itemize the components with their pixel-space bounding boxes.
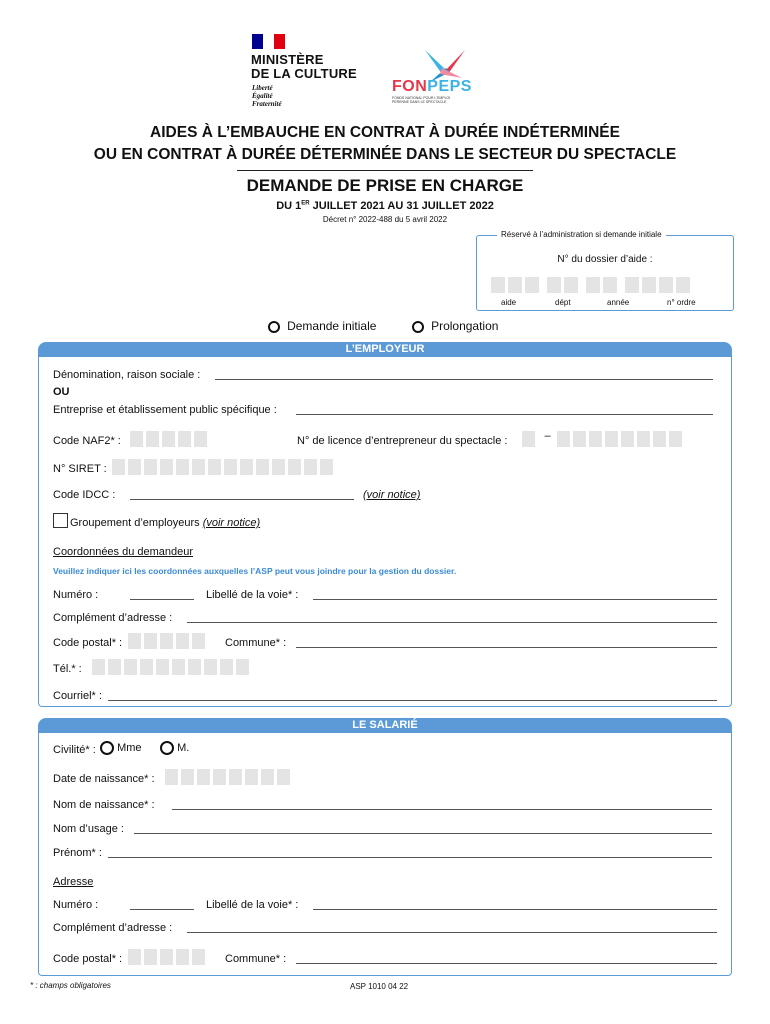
employee-commune-label: Commune* : xyxy=(225,953,287,965)
adresse-title: Adresse xyxy=(53,876,94,888)
prenom-label: Prénom* : xyxy=(53,847,102,859)
employee-complement-label: Complément d’adresse : xyxy=(53,922,173,934)
naf-digit[interactable] xyxy=(178,431,191,447)
col-annee: année xyxy=(607,298,630,307)
date-digit[interactable] xyxy=(165,769,178,785)
col-ordre: n° ordre xyxy=(667,298,696,307)
title-line2: OU EN CONTRAT À DURÉE DÉTERMINÉE DANS LE SECTEUR DU SPECTACLE xyxy=(93,146,677,163)
employer-tel-boxes xyxy=(92,658,252,676)
civilite-m-option[interactable] xyxy=(160,741,189,755)
dossier-label: N° du dossier d’aide : xyxy=(557,254,653,265)
dossier-digit[interactable] xyxy=(659,277,673,293)
motto-egalite: Égalité xyxy=(252,92,273,100)
licence-digit[interactable] xyxy=(653,431,666,447)
dossier-digit[interactable] xyxy=(564,277,578,293)
cp-digit[interactable] xyxy=(128,633,141,649)
tel-digit[interactable] xyxy=(92,659,105,675)
coord-note: Veuillez indiquer ici les coordonnées auxquelles l’ASP peut vous joindre pour la gestion du dossier. xyxy=(53,566,457,576)
employer-courriel-field[interactable] xyxy=(108,700,717,701)
siret-digit[interactable] xyxy=(224,459,237,475)
dossier-digit[interactable] xyxy=(625,277,639,293)
col-aide: aide xyxy=(501,298,517,307)
tel-digit[interactable] xyxy=(124,659,137,675)
period-post: JUILLET 2021 AU 31 JUILLET 2022 xyxy=(309,200,494,212)
date-digit[interactable] xyxy=(197,769,210,785)
cp-digit[interactable] xyxy=(192,949,205,965)
siret-digit[interactable] xyxy=(288,459,301,475)
republic-motto xyxy=(252,84,282,108)
entreprise-field[interactable] xyxy=(296,414,713,415)
admin-legend: Réservé à l’administration si demande initiale xyxy=(497,230,666,239)
employer-commune-label: Commune* : xyxy=(225,637,287,649)
employer-tel-label: Tél.* : xyxy=(53,663,82,675)
naf-digit[interactable] xyxy=(162,431,175,447)
licence-digit[interactable] xyxy=(637,431,650,447)
motto-liberte: Liberté xyxy=(252,84,273,92)
siret-digit[interactable] xyxy=(128,459,141,475)
cp-digit[interactable] xyxy=(160,949,173,965)
siret-digit[interactable] xyxy=(192,459,205,475)
dossier-digit[interactable] xyxy=(491,277,505,293)
decree-reference: Décret n° 2022-488 du 5 avril 2022 xyxy=(322,215,448,224)
naf-digit[interactable] xyxy=(146,431,159,447)
date-digit[interactable] xyxy=(277,769,290,785)
employer-libelle-field[interactable] xyxy=(313,599,717,600)
request-prolongation-option[interactable] xyxy=(412,319,498,333)
employer-cp-label: Code postal* : xyxy=(53,637,123,649)
fonpeps-logo xyxy=(392,48,482,104)
licence-digit[interactable] xyxy=(522,431,535,447)
tel-digit[interactable] xyxy=(236,659,249,675)
radio-mme[interactable] xyxy=(100,741,114,755)
fonpeps-sub2: PERENNE DANS LE SPECTACLE xyxy=(392,100,447,104)
civilite-mme-option[interactable] xyxy=(100,741,142,755)
siret-digit[interactable] xyxy=(112,459,125,475)
dossier-digit[interactable] xyxy=(586,277,600,293)
siret-digit[interactable] xyxy=(320,459,333,475)
cp-digit[interactable] xyxy=(192,633,205,649)
employee-numero-field[interactable] xyxy=(130,909,194,910)
admin-reserved-box xyxy=(476,230,734,311)
naissance-label: Date de naissance* : xyxy=(53,773,155,785)
marianne-flag-logo xyxy=(252,34,285,52)
siret-digit[interactable] xyxy=(160,459,173,475)
date-digit[interactable] xyxy=(261,769,274,785)
naf-digit[interactable] xyxy=(130,431,143,447)
idcc-notice-link[interactable]: (voir notice) xyxy=(363,489,421,501)
employer-numero-label: Numéro : xyxy=(53,589,99,601)
groupement-checkbox[interactable] xyxy=(53,513,68,528)
licence-digit[interactable] xyxy=(605,431,618,447)
period-sup: ER xyxy=(301,200,310,207)
licence-dash: – xyxy=(544,430,551,442)
m-label: M. xyxy=(177,741,190,754)
ministry-line2: DE LA CULTURE xyxy=(251,66,357,81)
dossier-digit[interactable] xyxy=(508,277,522,293)
groupement-notice-link[interactable]: (voir notice) xyxy=(202,517,261,529)
date-digit[interactable] xyxy=(213,769,226,785)
employee-libelle-label: Libellé de la voie* : xyxy=(206,899,299,911)
fonpeps-sub1: FONDS NATIONAL POUR L'EMPLOI xyxy=(392,96,451,100)
siret-digit[interactable] xyxy=(304,459,317,475)
siret-digit[interactable] xyxy=(256,459,269,475)
siret-digit[interactable] xyxy=(144,459,157,475)
date-digit[interactable] xyxy=(245,769,258,785)
nom-naissance-field[interactable] xyxy=(172,809,712,810)
cp-digit[interactable] xyxy=(176,633,189,649)
cp-digit[interactable] xyxy=(176,949,189,965)
mandatory-note: * : champs obligatoires xyxy=(30,981,111,990)
employee-complement-field[interactable] xyxy=(187,932,717,933)
naf-label: Code NAF2* : xyxy=(53,435,121,447)
form-reference: ASP 1010 04 22 xyxy=(350,982,409,991)
request-prolongation-label: Prolongation xyxy=(431,319,499,333)
nom-naissance-label: Nom de naissance* : xyxy=(53,799,155,811)
siret-digit[interactable] xyxy=(272,459,285,475)
licence-boxes xyxy=(522,430,685,448)
idcc-field[interactable] xyxy=(130,499,354,500)
employer-complement-field[interactable] xyxy=(187,622,717,623)
siret-label: N° SIRET : xyxy=(53,463,107,475)
employer-numero-field[interactable] xyxy=(130,599,194,600)
dossier-digit[interactable] xyxy=(525,277,539,293)
cp-digit[interactable] xyxy=(128,949,141,965)
employee-section-box xyxy=(38,733,732,976)
fonpeps-subtitle xyxy=(392,96,450,104)
dossier-digit[interactable] xyxy=(603,277,617,293)
employer-cp-boxes xyxy=(128,632,208,650)
date-digit[interactable] xyxy=(229,769,242,785)
employee-section-header: LE SALARIÉ xyxy=(38,718,732,733)
naf-boxes xyxy=(130,430,210,448)
cp-digit[interactable] xyxy=(144,949,157,965)
request-initial-label: Demande initiale xyxy=(287,319,377,333)
fonpeps-fon: FON xyxy=(392,78,428,95)
tel-digit[interactable] xyxy=(188,659,201,675)
ministry-name xyxy=(251,53,357,81)
tel-digit[interactable] xyxy=(220,659,233,675)
denomination-field[interactable] xyxy=(215,379,713,380)
employee-libelle-field[interactable] xyxy=(313,909,717,910)
title-divider xyxy=(237,170,533,171)
naissance-boxes xyxy=(165,768,293,786)
civilite-label: Civilité* : xyxy=(53,744,96,756)
dossier-digit[interactable] xyxy=(547,277,561,293)
employer-libelle-label: Libellé de la voie* : xyxy=(206,589,299,601)
licence-digit[interactable] xyxy=(589,431,602,447)
dossier-number-boxes xyxy=(491,276,693,294)
siret-digit[interactable] xyxy=(208,459,221,475)
nom-usage-field[interactable] xyxy=(134,833,712,834)
tel-digit[interactable] xyxy=(108,659,121,675)
employer-complement-label: Complément d’adresse : xyxy=(53,612,173,624)
date-digit[interactable] xyxy=(181,769,194,785)
mme-label: Mme xyxy=(117,741,142,754)
coord-title: Coordonnées du demandeur xyxy=(53,546,194,558)
employer-courriel-label: Courriel* : xyxy=(53,690,102,702)
naf-digit[interactable] xyxy=(194,431,207,447)
request-initial-option[interactable] xyxy=(268,319,376,333)
tel-digit[interactable] xyxy=(172,659,185,675)
col-dept: dépt xyxy=(555,298,571,307)
licence-digit[interactable] xyxy=(557,431,570,447)
period-title xyxy=(0,200,770,212)
dossier-digit[interactable] xyxy=(642,277,656,293)
dossier-digit[interactable] xyxy=(676,277,690,293)
prenom-field[interactable] xyxy=(108,857,712,858)
radio-m[interactable] xyxy=(160,741,174,755)
nom-usage-label: Nom d’usage : xyxy=(53,823,124,835)
denomination-label: Dénomination, raison sociale : xyxy=(53,369,201,381)
radio-initial[interactable] xyxy=(268,321,280,333)
motto-fraternite: Fraternité xyxy=(252,100,282,108)
period-pre: DU 1 xyxy=(276,200,302,212)
ou-label: OU xyxy=(53,386,70,398)
licence-label: N° de licence d’entrepreneur du spectacle : xyxy=(297,435,508,447)
cp-digit[interactable] xyxy=(144,633,157,649)
licence-digit[interactable] xyxy=(621,431,634,447)
tel-digit[interactable] xyxy=(140,659,153,675)
tel-digit[interactable] xyxy=(204,659,217,675)
ministry-line1: MINISTÈRE xyxy=(251,52,324,67)
employee-commune-field[interactable] xyxy=(296,963,717,964)
groupement-label: Groupement d’employeurs xyxy=(70,517,200,529)
radio-prolongation[interactable] xyxy=(412,321,424,333)
siret-digit[interactable] xyxy=(240,459,253,475)
employee-cp-boxes xyxy=(128,948,208,966)
siret-boxes xyxy=(112,458,336,476)
fonpeps-wordmark xyxy=(392,78,472,96)
licence-digit[interactable] xyxy=(573,431,586,447)
main-title: DEMANDE DE PRISE EN CHARGE xyxy=(246,176,524,195)
idcc-label: Code IDCC : xyxy=(53,489,116,501)
siret-digit[interactable] xyxy=(176,459,189,475)
employee-cp-label: Code postal* : xyxy=(53,953,123,965)
cp-digit[interactable] xyxy=(160,633,173,649)
entreprise-label: Entreprise et établissement public spécifique : xyxy=(53,404,277,416)
employee-numero-label: Numéro : xyxy=(53,899,99,911)
fonpeps-peps: PEPS xyxy=(427,78,472,95)
tel-digit[interactable] xyxy=(156,659,169,675)
licence-digit[interactable] xyxy=(669,431,682,447)
employer-commune-field[interactable] xyxy=(296,647,717,648)
groupement-text xyxy=(70,517,260,529)
employer-section-header: L’EMPLOYEUR xyxy=(38,342,732,357)
title-line1: AIDES À L’EMBAUCHE EN CONTRAT À DURÉE INDÉTERMINÉE xyxy=(150,124,620,141)
